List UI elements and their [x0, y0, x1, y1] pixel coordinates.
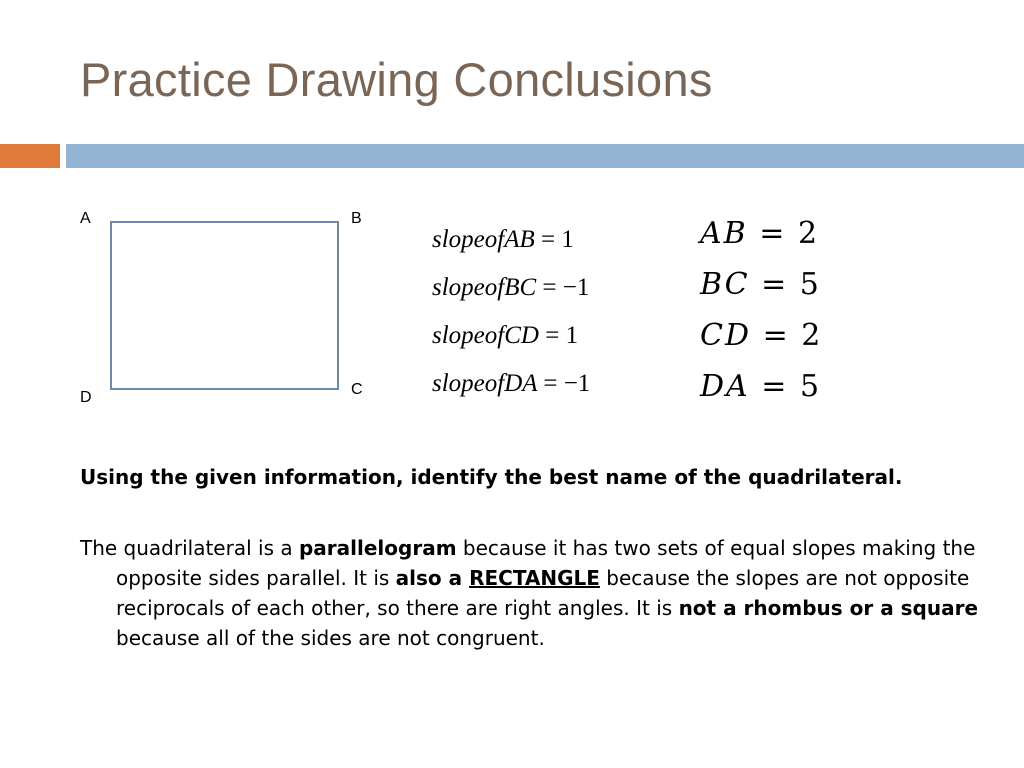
slope-da: [432, 370, 590, 398]
equals-sign: =: [762, 318, 790, 353]
slide-title: Practice Drawing Conclusions: [80, 53, 713, 106]
length-label: AB: [700, 216, 748, 251]
length-value: 2: [797, 216, 820, 251]
equals-sign: =: [761, 369, 789, 404]
equals-sign: =: [541, 226, 556, 253]
vertex-label-a: A: [80, 210, 91, 227]
orange-accent-bar: [0, 144, 60, 168]
slope-value: −1: [563, 370, 591, 397]
blue-header-bar: [66, 144, 1024, 168]
slope-ab: [432, 226, 574, 254]
slope-label: slopeofCD: [432, 322, 539, 349]
answer-text-2: because it has two sets of equal slopes making the opposite sides parallel. It is: [116, 536, 976, 590]
equals-sign: =: [761, 267, 789, 302]
length-bc: [700, 267, 821, 302]
vertex-label-b: B: [351, 210, 362, 227]
equals-sign: =: [759, 216, 787, 251]
answer-text-3: because the slopes are not opposite reciprocals of each other, so there are right angles. It is: [116, 566, 970, 620]
quadrilateral-rectangle: [110, 221, 339, 390]
answer-term-parallelogram: parallelogram: [298, 536, 457, 560]
answer-emphasis-also: also a: [395, 566, 470, 590]
slope-value: 1: [565, 322, 579, 349]
length-value: 5: [799, 267, 821, 302]
answer-term-rectangle: RECTANGLE: [469, 566, 600, 590]
equals-sign: =: [543, 370, 558, 397]
equals-sign: =: [545, 322, 560, 349]
equals-sign: =: [542, 274, 557, 301]
length-label: DA: [700, 369, 750, 404]
length-label: CD: [700, 318, 752, 353]
slope-label: slopeofAB: [432, 226, 535, 253]
length-value: 5: [799, 369, 822, 404]
slope-label: slopeofBC: [432, 274, 537, 301]
slope-label: slopeofDA: [432, 370, 538, 397]
question-text: Using the given information, identify the best name of the quadrilateral.: [80, 465, 903, 489]
length-cd: [700, 318, 822, 353]
slope-value: −1: [562, 274, 590, 301]
answer-term-not-rhombus: not a rhombus or a square: [678, 596, 979, 620]
slope-value: 1: [561, 226, 574, 253]
answer-text-4: because all of the sides are not congruent.: [116, 626, 545, 650]
length-label: BC: [700, 267, 750, 302]
vertex-label-d: D: [80, 389, 92, 406]
length-ab: [700, 216, 819, 251]
vertex-label-c: C: [351, 381, 363, 398]
slope-cd: [432, 322, 578, 350]
answer-text-1: The quadrilateral is a: [80, 536, 299, 560]
length-da: [700, 369, 821, 404]
length-value: 2: [801, 318, 823, 353]
slope-bc: [432, 274, 589, 302]
answer-paragraph: [80, 533, 1006, 653]
